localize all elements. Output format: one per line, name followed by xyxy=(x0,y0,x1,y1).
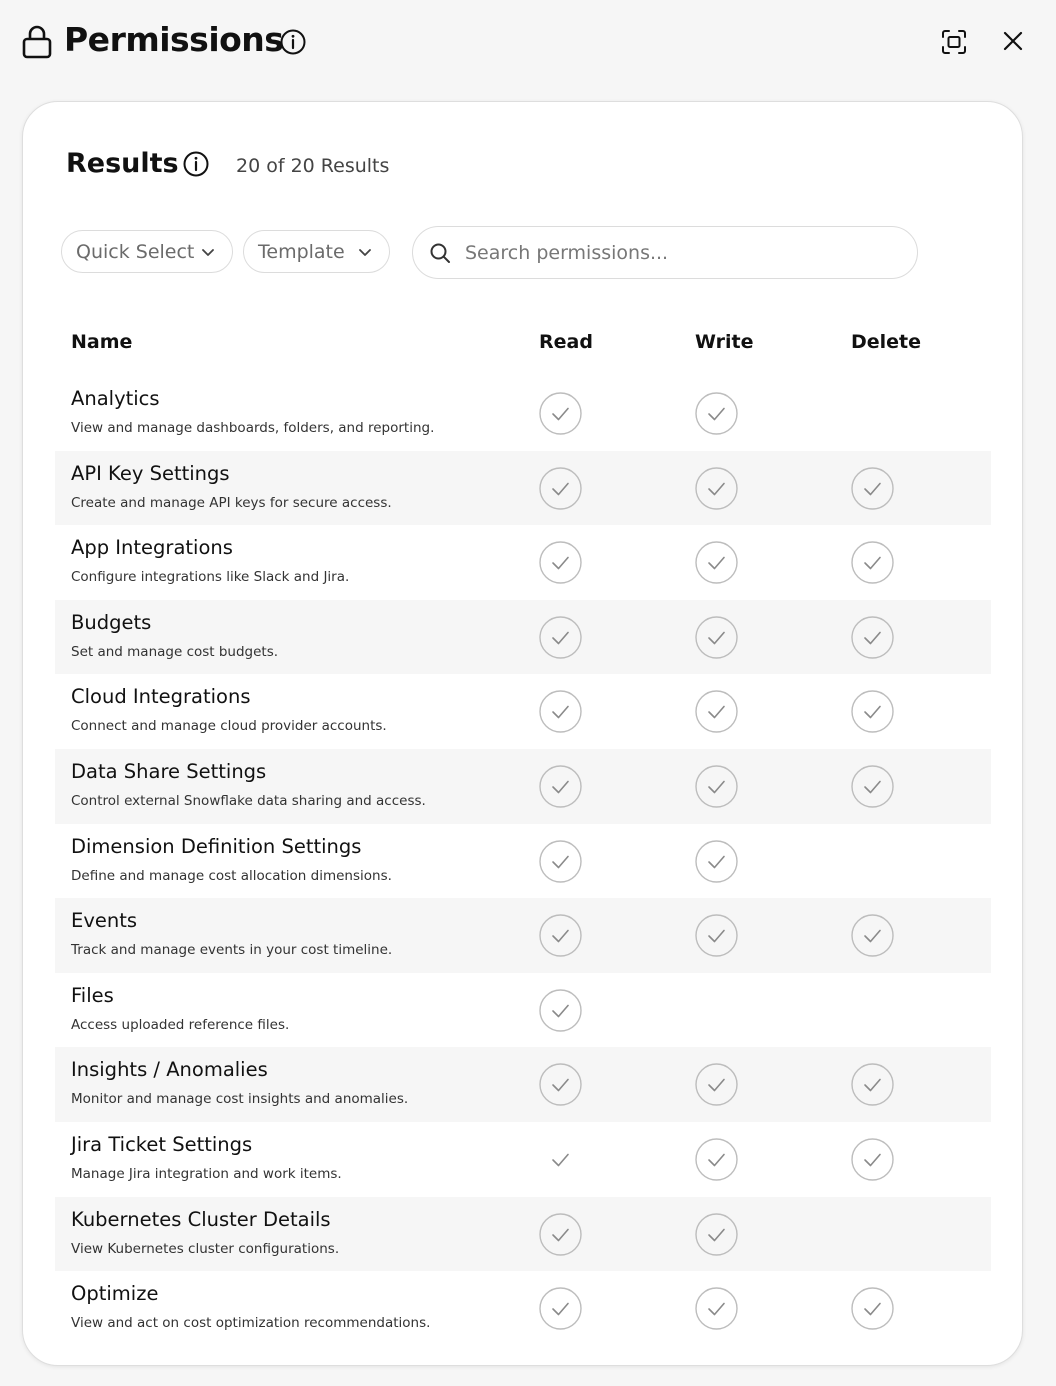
permission-description: Set and manage cost budgets. xyxy=(71,643,279,660)
column-header-read: Read xyxy=(539,331,593,353)
read-permission-check-icon[interactable] xyxy=(539,616,582,659)
read-permission-check-icon[interactable] xyxy=(539,840,582,883)
results-card xyxy=(22,101,1023,1366)
permission-name: Cloud Integrations xyxy=(71,685,251,709)
permission-name: Jira Ticket Settings xyxy=(71,1132,253,1156)
permission-name: App Integrations xyxy=(71,536,233,560)
read-permission-check-icon[interactable] xyxy=(539,541,582,584)
read-permission-check-icon[interactable] xyxy=(539,1063,582,1106)
permission-description: View and manage dashboards, folders, and reporting. xyxy=(71,420,435,436)
read-permission-check-icon[interactable] xyxy=(539,1287,582,1330)
permission-description: View Kubernetes cluster configurations. xyxy=(71,1240,340,1257)
permission-description: Monitor and manage cost insights and anomalies. xyxy=(71,1091,409,1108)
write-permission-check-icon[interactable] xyxy=(695,765,738,808)
table-row xyxy=(55,1197,991,1272)
quick-select-dropdown[interactable] xyxy=(61,230,233,273)
permission-name: Insights / Anomalies xyxy=(71,1058,268,1082)
permission-name: Budgets xyxy=(71,610,152,634)
table-row xyxy=(55,674,991,749)
column-header-delete: Delete xyxy=(851,331,922,353)
delete-permission-check-icon[interactable] xyxy=(851,914,894,957)
table-row xyxy=(55,451,991,526)
write-permission-check-icon[interactable] xyxy=(695,1287,738,1330)
permission-name: Data Share Settings xyxy=(71,759,267,783)
delete-permission-check-icon[interactable] xyxy=(851,1063,894,1106)
info-icon[interactable] xyxy=(279,28,307,56)
permission-description: Access uploaded reference files. xyxy=(71,1016,290,1033)
permission-name: Dimension Definition Settings xyxy=(71,834,362,858)
permission-description: Track and manage events in your cost timeline. xyxy=(71,942,393,959)
read-permission-check-icon[interactable] xyxy=(539,690,582,733)
read-permission-check-icon[interactable] xyxy=(539,1138,582,1181)
table-row xyxy=(55,600,991,675)
permission-name: Analytics xyxy=(71,387,160,410)
write-permission-check-icon[interactable] xyxy=(695,392,738,435)
read-permission-check-icon[interactable] xyxy=(539,392,582,435)
delete-permission-check-icon[interactable] xyxy=(851,1138,894,1181)
search-box xyxy=(412,226,918,279)
close-icon[interactable] xyxy=(1000,28,1026,54)
chevron-down-icon xyxy=(357,244,373,260)
write-permission-check-icon[interactable] xyxy=(695,541,738,584)
modal-header xyxy=(0,0,1056,86)
quick-select-label: Quick Select xyxy=(76,240,195,263)
permission-description: Configure integrations like Slack and Jira. xyxy=(71,569,350,586)
table-row xyxy=(55,1047,991,1122)
read-permission-check-icon[interactable] xyxy=(539,914,582,957)
permission-description: Define and manage cost allocation dimensions. xyxy=(71,867,392,884)
permission-name: Events xyxy=(71,909,138,933)
permissions-table-body xyxy=(55,376,991,1346)
permission-name: Optimize xyxy=(71,1282,159,1306)
results-title: Results xyxy=(66,148,179,179)
read-permission-check-icon[interactable] xyxy=(539,1213,582,1256)
write-permission-check-icon[interactable] xyxy=(695,1063,738,1106)
delete-permission-check-icon[interactable] xyxy=(851,1287,894,1330)
table-row xyxy=(55,898,991,973)
table-row xyxy=(55,824,991,899)
delete-permission-check-icon[interactable] xyxy=(851,616,894,659)
column-header-write: Write xyxy=(695,331,754,353)
table-row xyxy=(55,525,991,600)
table-row xyxy=(55,1271,991,1346)
permission-description: Manage Jira integration and work items. xyxy=(71,1165,342,1182)
permission-description: Create and manage API keys for secure access. xyxy=(71,494,392,511)
read-permission-check-icon[interactable] xyxy=(539,765,582,808)
table-row xyxy=(55,973,991,1048)
write-permission-check-icon[interactable] xyxy=(695,616,738,659)
write-permission-check-icon[interactable] xyxy=(695,690,738,733)
write-permission-check-icon[interactable] xyxy=(695,914,738,957)
permission-name: Kubernetes Cluster Details xyxy=(71,1207,331,1231)
chevron-down-icon xyxy=(200,244,216,260)
template-dropdown[interactable] xyxy=(243,230,390,273)
permission-description: Control external Snowflake data sharing and access. xyxy=(71,792,426,809)
search-icon xyxy=(429,242,451,264)
template-label: Template xyxy=(258,240,345,263)
info-icon[interactable] xyxy=(182,150,210,178)
search-input[interactable] xyxy=(465,237,895,269)
delete-permission-check-icon[interactable] xyxy=(851,765,894,808)
fullscreen-icon[interactable] xyxy=(940,28,968,56)
delete-permission-check-icon[interactable] xyxy=(851,467,894,510)
write-permission-check-icon[interactable] xyxy=(695,1213,738,1256)
results-count: 20 of 20 Results xyxy=(236,155,390,177)
read-permission-check-icon[interactable] xyxy=(539,989,582,1032)
write-permission-check-icon[interactable] xyxy=(695,467,738,510)
permission-name: Files xyxy=(71,983,114,1007)
read-permission-check-icon[interactable] xyxy=(539,467,582,510)
table-row xyxy=(55,376,991,451)
table-row xyxy=(55,749,991,824)
permission-description: View and act on cost optimization recommendations. xyxy=(71,1315,431,1332)
delete-permission-check-icon[interactable] xyxy=(851,541,894,584)
permission-description: Connect and manage cloud provider accounts. xyxy=(71,718,387,735)
column-header-name: Name xyxy=(71,331,133,353)
delete-permission-check-icon[interactable] xyxy=(851,690,894,733)
permission-name: API Key Settings xyxy=(71,461,230,485)
write-permission-check-icon[interactable] xyxy=(695,1138,738,1181)
page-title: Permissions xyxy=(64,20,284,59)
write-permission-check-icon[interactable] xyxy=(695,840,738,883)
table-row xyxy=(55,1122,991,1197)
lock-icon xyxy=(22,25,52,59)
